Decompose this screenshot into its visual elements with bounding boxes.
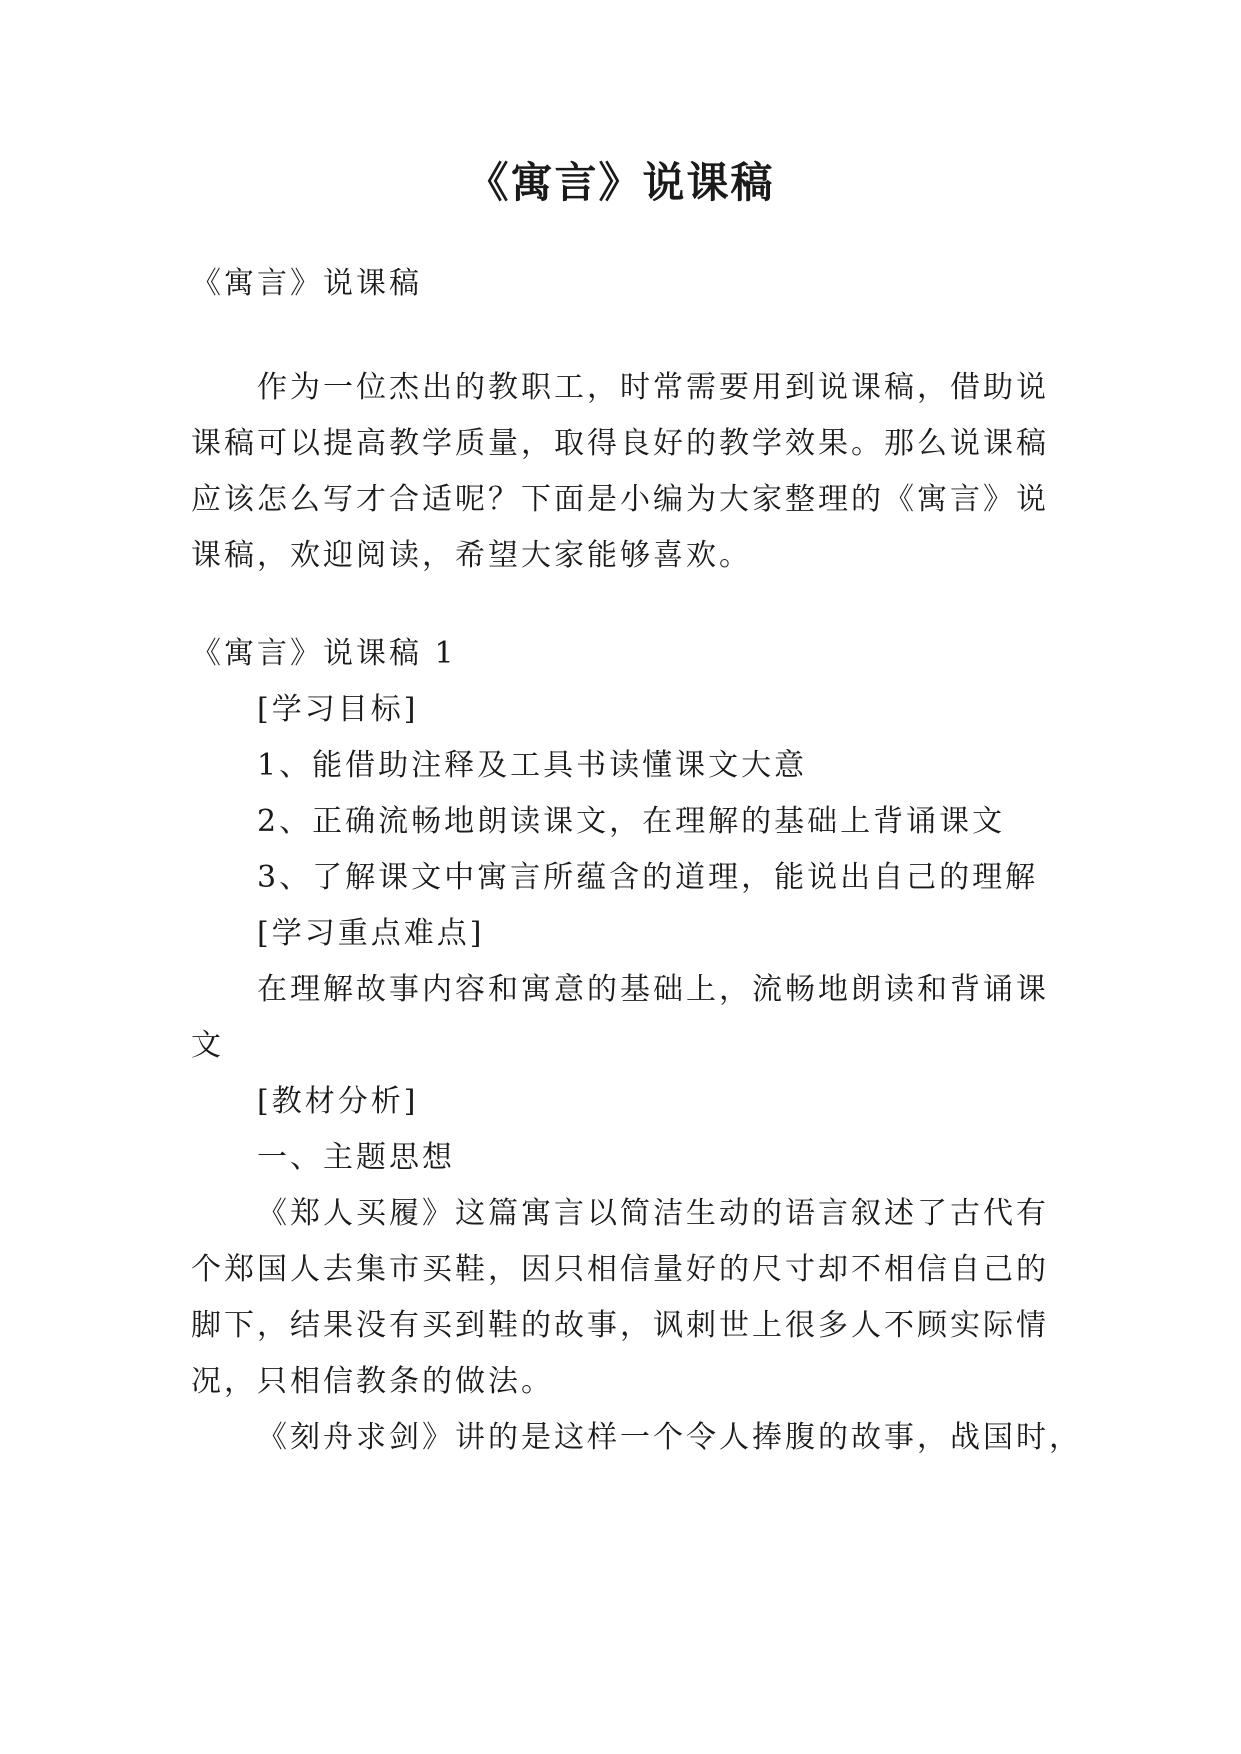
intro-line-3: 应该怎么写才合适呢？下面是小编为大家整理的《寓言》说 bbox=[191, 482, 1049, 517]
key-points-heading: [学习重点难点] bbox=[257, 916, 485, 951]
story2-line-1: 《刻舟求剑》讲的是这样一个令人捧腹的故事，战国时， bbox=[257, 1420, 1082, 1455]
key-points-line-1: 在理解故事内容和寓意的基础上，流畅地朗读和背诵课 bbox=[257, 972, 1049, 1007]
objective-item: 3、了解课文中寓言所蕴含的道理，能说出自己的理解 bbox=[257, 860, 1039, 895]
document-subtitle: 《寓言》说课稿 bbox=[191, 266, 422, 301]
key-points-line-2: 文 bbox=[191, 1028, 224, 1063]
story1-line-2: 个郑国人去集市买鞋，因只相信量好的尺寸却不相信自己的 bbox=[191, 1252, 1049, 1287]
story1-line-1: 《郑人买履》这篇寓言以简洁生动的语言叙述了古代有 bbox=[257, 1196, 1049, 1231]
analysis-heading: [教材分析] bbox=[257, 1084, 419, 1119]
document-title: 《寓言》说课稿 bbox=[466, 158, 775, 207]
objectives-heading: [学习目标] bbox=[257, 692, 419, 727]
objective-item: 2、正确流畅地朗读课文，在理解的基础上背诵课文 bbox=[257, 804, 1006, 839]
intro-line-1: 作为一位杰出的教职工，时常需要用到说课稿，借助说 bbox=[257, 370, 1049, 405]
theme-heading: 一、主题思想 bbox=[257, 1140, 455, 1175]
story1-line-3: 脚下，结果没有买到鞋的故事，讽刺世上很多人不顾实际情 bbox=[191, 1308, 1049, 1343]
intro-line-4: 课稿，欢迎阅读，希望大家能够喜欢。 bbox=[191, 538, 752, 573]
intro-line-2: 课稿可以提高教学质量，取得良好的教学效果。那么说课稿 bbox=[191, 426, 1049, 461]
section1-title: 《寓言》说课稿 1 bbox=[191, 636, 457, 671]
story1-line-4: 况，只相信教条的做法。 bbox=[191, 1364, 554, 1399]
objective-item: 1、能借助注释及工具书读懂课文大意 bbox=[257, 748, 808, 783]
